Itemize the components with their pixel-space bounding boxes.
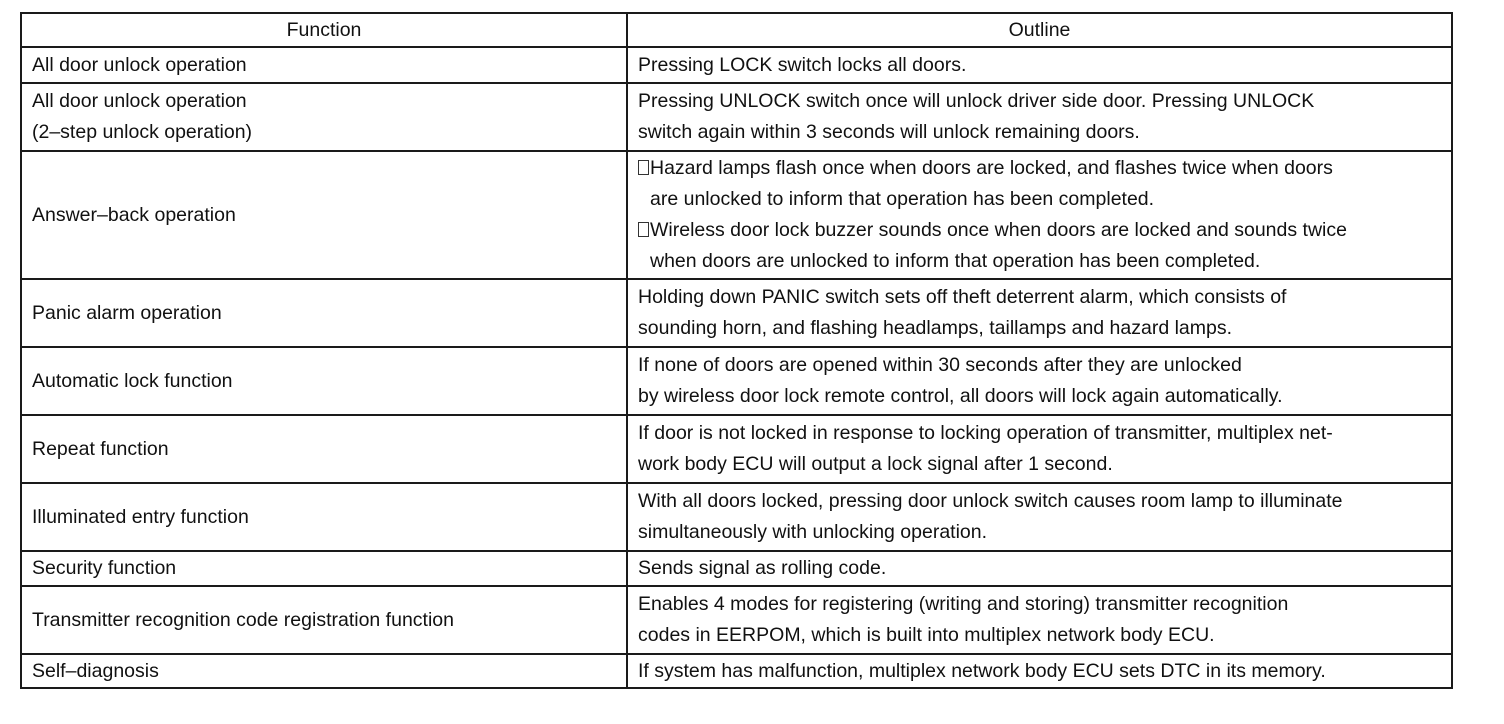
column-header-outline: Outline (627, 13, 1452, 47)
bullet-item (638, 153, 1441, 184)
outline-text: Pressing UNLOCK switch once will unlock driver side door. Pressing UNLOCK (638, 90, 1315, 112)
function-cell (21, 347, 627, 415)
outline-text: sounding horn, and flashing headlamps, taillamps and hazard lamps. (638, 317, 1233, 339)
table-row (21, 654, 1452, 688)
function-cell (21, 415, 627, 483)
table-row (21, 279, 1452, 347)
function-text: Answer–back operation (32, 203, 236, 226)
outline-text: With all doors locked, pressing door unlock switch causes room lamp to illuminate (638, 490, 1343, 512)
outline-text: If none of doors are opened within 30 seconds after they are unlocked (638, 354, 1242, 376)
function-cell (21, 483, 627, 551)
outline-cell (627, 654, 1452, 688)
bullet-text: Wireless door lock buzzer sounds once when doors are locked and sounds twice (650, 219, 1347, 241)
outline-text: If system has malfunction, multiplex network body ECU sets DTC in its memory. (638, 659, 1326, 682)
function-cell (21, 83, 627, 151)
function-cell (21, 47, 627, 83)
bullet-item (638, 215, 1441, 246)
table-row (21, 83, 1452, 151)
function-cell (21, 654, 627, 688)
checkbox-bullet-icon (638, 160, 649, 175)
outline-cell (627, 279, 1452, 347)
function-cell (21, 586, 627, 654)
outline-cell (627, 415, 1452, 483)
outline-text: switch again within 3 seconds will unlock remaining doors. (638, 121, 1140, 143)
function-text: Self–diagnosis (32, 659, 159, 682)
outline-text: by wireless door lock remote control, all doors will lock again automatically. (638, 385, 1283, 407)
function-text: Transmitter recognition code registration function (32, 608, 454, 631)
table-row (21, 151, 1452, 279)
outline-text: work body ECU will output a lock signal after 1 second. (638, 453, 1113, 475)
outline-cell (627, 47, 1452, 83)
table-row (21, 415, 1452, 483)
outline-text: codes in EERPOM, which is built into multiplex network body ECU. (638, 624, 1215, 646)
function-text: All door unlock operation (32, 53, 247, 76)
table-row (21, 551, 1452, 586)
outline-cell (627, 586, 1452, 654)
outline-text: Pressing LOCK switch locks all doors. (638, 53, 967, 76)
outline-text: simultaneously with unlocking operation. (638, 521, 988, 543)
outline-text: If door is not locked in response to locking operation of transmitter, multiplex net- (638, 422, 1333, 444)
bullet-text: are unlocked to inform that operation has been completed. (650, 188, 1155, 210)
outline-cell (627, 151, 1452, 279)
function-text: Automatic lock function (32, 369, 233, 392)
checkbox-bullet-icon (638, 222, 649, 237)
table-row (21, 483, 1452, 551)
outline-cell (627, 483, 1452, 551)
function-cell (21, 551, 627, 586)
function-outline-table (20, 12, 1453, 689)
table-row (21, 586, 1452, 654)
function-text: All door unlock operation (32, 90, 247, 112)
column-header-function: Function (21, 13, 627, 47)
function-text: Illuminated entry function (32, 505, 249, 528)
table-row (21, 347, 1452, 415)
outline-cell (627, 551, 1452, 586)
outline-cell (627, 347, 1452, 415)
function-text: Panic alarm operation (32, 301, 222, 324)
function-text: Security function (32, 557, 177, 579)
outline-cell (627, 83, 1452, 151)
table-row (21, 47, 1452, 83)
function-text: Repeat function (32, 437, 169, 460)
bullet-text: when doors are unlocked to inform that operation has been completed. (650, 250, 1261, 272)
function-cell (21, 151, 627, 279)
bullet-text: Hazard lamps flash once when doors are locked, and flashes twice when doors (650, 157, 1333, 179)
outline-text: Sends signal as rolling code. (638, 557, 887, 579)
outline-text: Holding down PANIC switch sets off theft deterrent alarm, which consists of (638, 286, 1287, 308)
function-cell (21, 279, 627, 347)
table-header-row (21, 13, 1452, 47)
outline-text: Enables 4 modes for registering (writing and storing) transmitter recognition (638, 593, 1289, 615)
function-text: (2–step unlock operation) (32, 121, 253, 143)
